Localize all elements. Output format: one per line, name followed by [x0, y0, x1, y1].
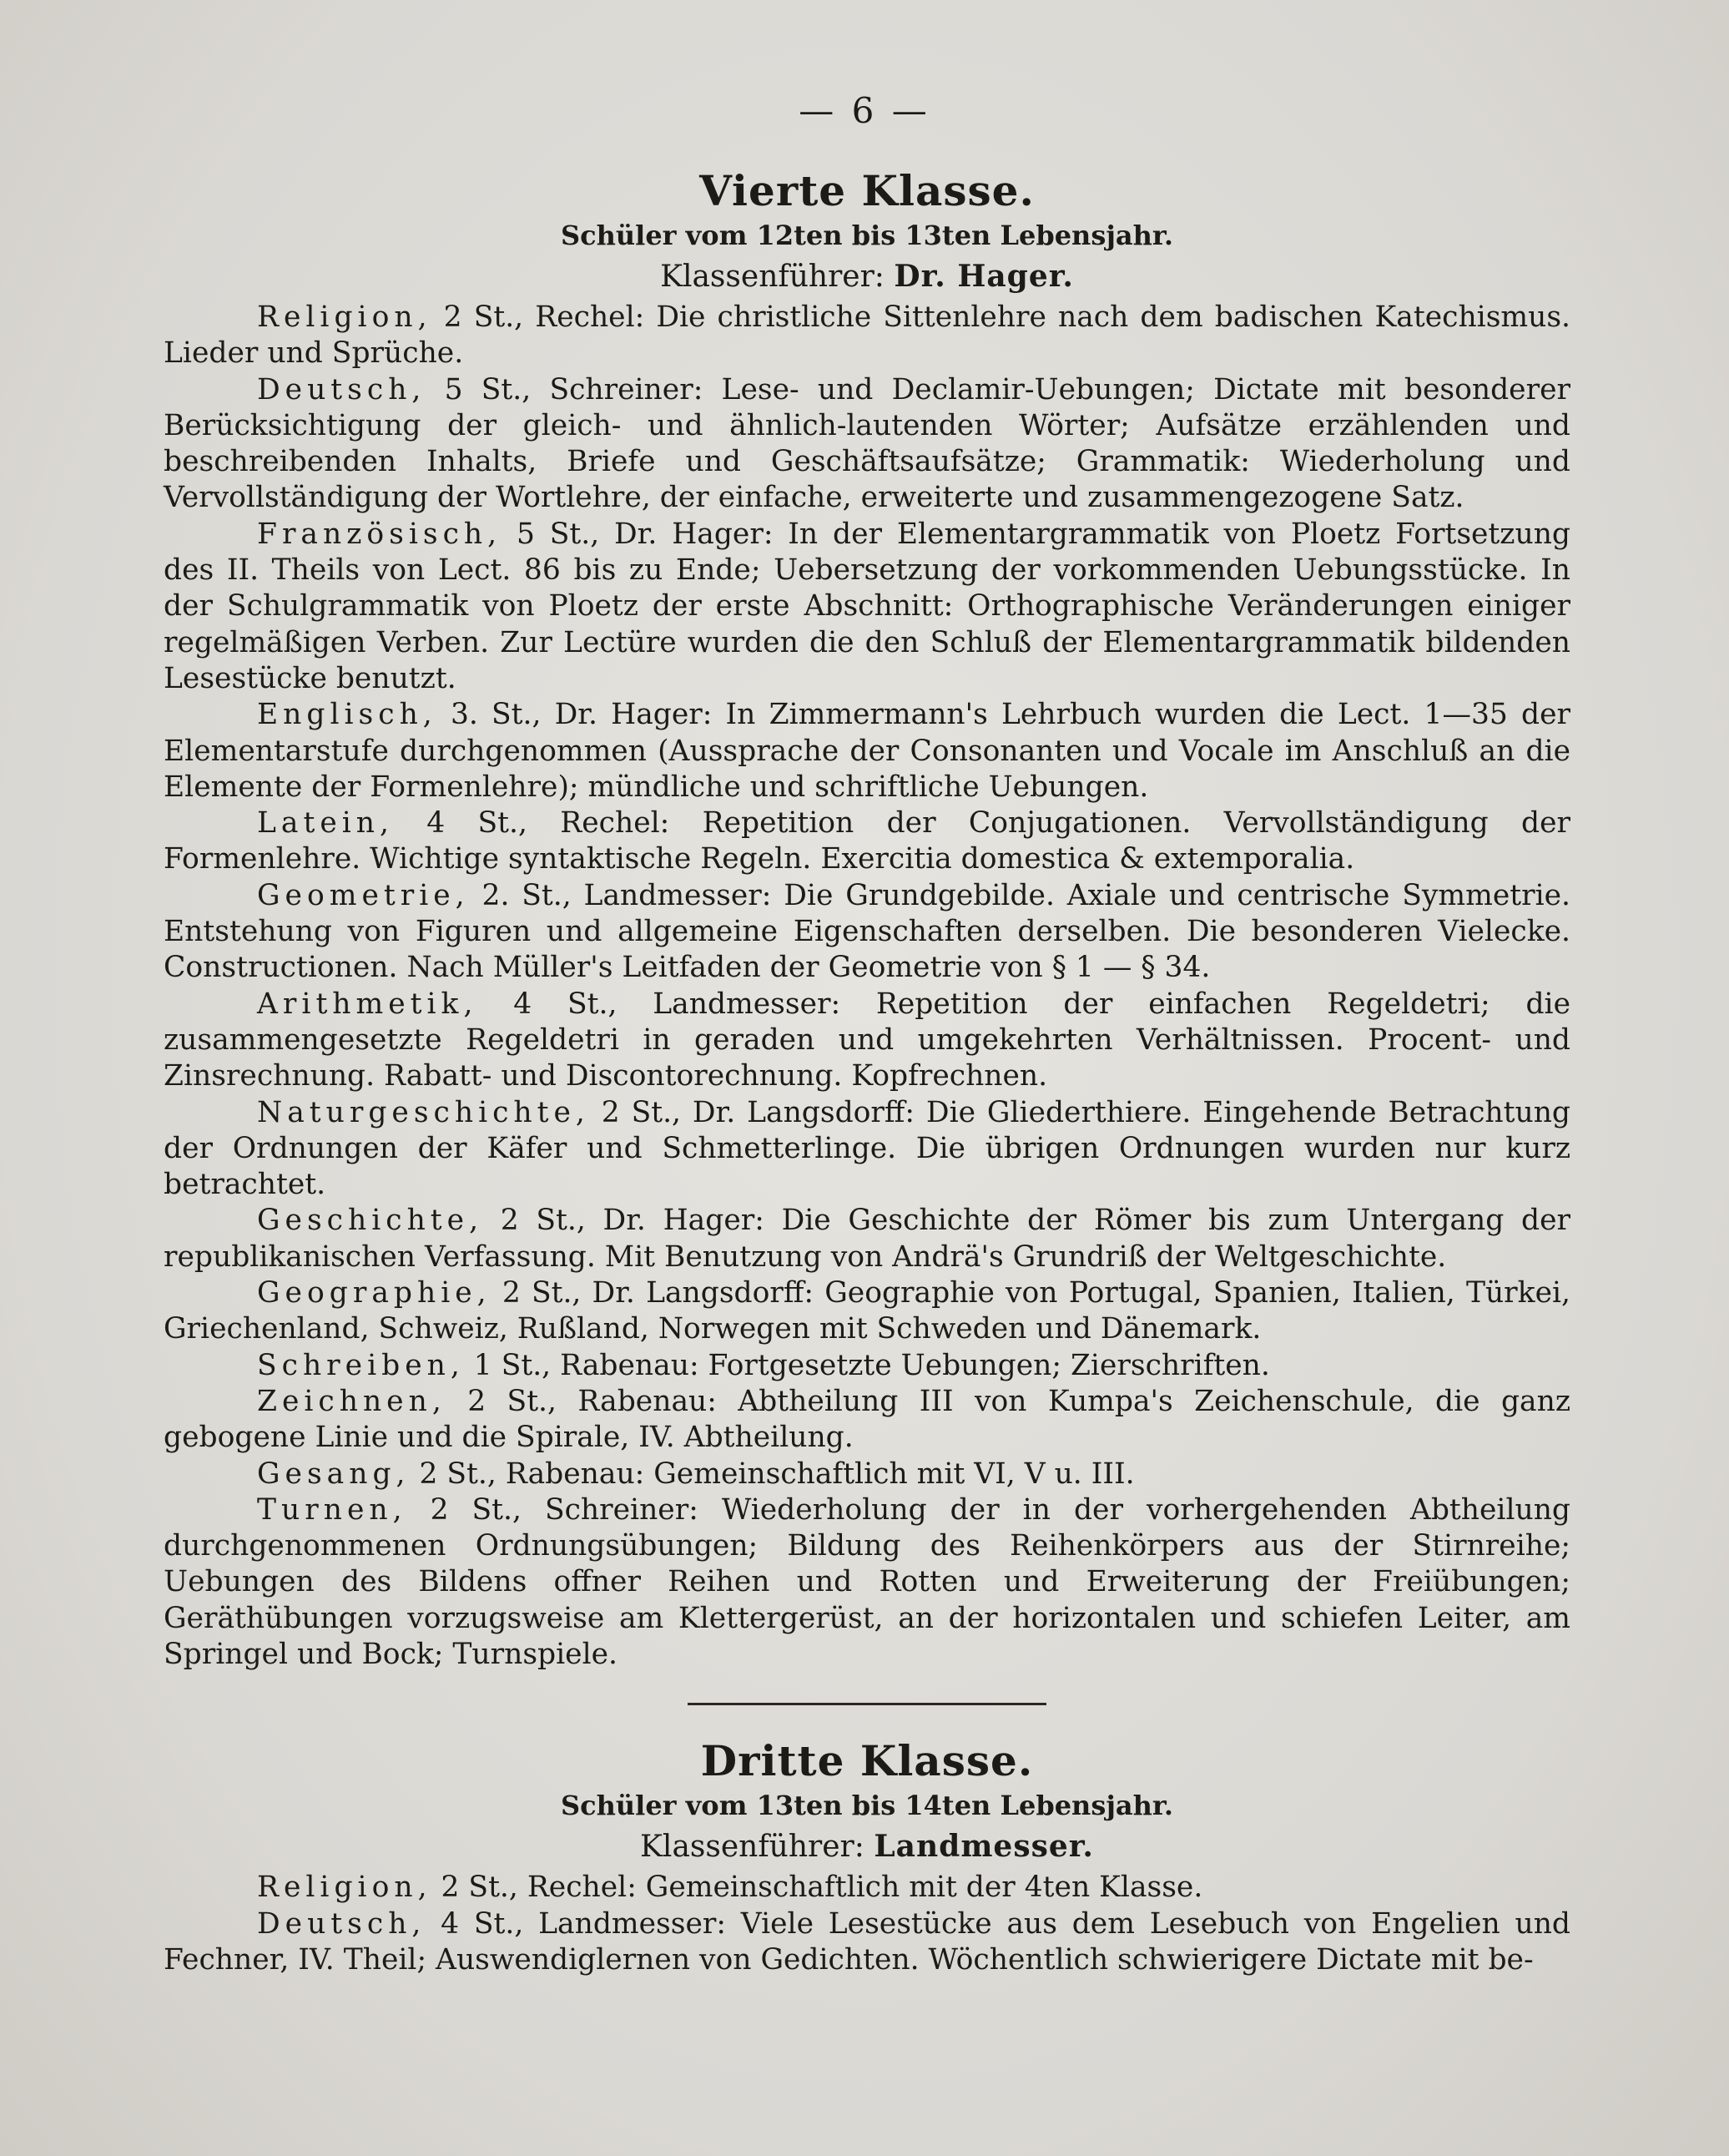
subject-text: 5 St., Dr. Hager: In der Elementargrammatik von Ploetz Fortsetzung des II. Theils von Lect. 86 bis zu Ende; Uebersetzung der vorkommenden Uebungsstücke. In der Schulgrammatik von Ploetz der erste Abschnitt: Orthographische Veränderungen einiger regelmäßigen Verben. Zur Lectüre wurden die den Schluß der Elementargrammatik bildenden Lesestücke benutzt. — [164, 517, 1571, 695]
subject-name: Englisch, — [257, 698, 437, 732]
age-range: Schüler vom 12ten bis 13ten Lebensjahr. — [561, 220, 1173, 251]
subject-text: 2 St., Dr. Langsdorff: Die Gliederthiere. Eingehende Betrachtung der Ordnungen der Käfer und Schmetterlinge. Die übrigen Ordnungen wurden nur kurz betrachtet. — [164, 1095, 1570, 1202]
section-title: Dritte Klasse. — [700, 1736, 1034, 1786]
subject-name: Geometrie, — [257, 878, 470, 912]
subject-name: Deutsch, — [257, 1906, 426, 1941]
subject-name: Französisch, — [257, 517, 502, 551]
class-leader — [164, 254, 1570, 300]
subject-text: 2 St., Rechel: Gemeinschaftlich mit der 4ten Klasse. — [441, 1871, 1203, 1905]
section-divider — [688, 1703, 1046, 1705]
section-vierte-klasse — [164, 165, 1570, 1978]
age-range: Schüler vom 13ten bis 14ten Lebensjahr. — [561, 1790, 1173, 1822]
class-leader-name: Landmesser. — [874, 1829, 1094, 1865]
subject-zeichnen — [164, 1384, 1570, 1457]
subject-religion — [164, 300, 1570, 372]
subject-name: Deutsch, — [257, 372, 426, 406]
subject-name: Schreiben, — [257, 1348, 465, 1382]
subject-text: 5 St., Schreiner: Lese- und Declamir-Uebungen; Dictate mit besonderer Berücksichtigung der gleich- und ähnlich-lautenden Wörter; Aufsätze erzählenden und beschreibenden Inhalts, Briefe und Geschäftsaufsätze; Grammatik: Wiederholung und Vervollständigung der Wortlehre, der einfache, erweiterte und zusammengezogene Satz. — [164, 372, 1570, 515]
subject-name: Religion, — [257, 300, 432, 334]
subject-text: 4 St., Landmesser: Viele Lesestücke aus dem Lesebuch von Engelien und Fechner, IV. Theil; Auswendiglernen von Gedichten. Wöchentlich schwierigere Dictate mit be- — [164, 1906, 1570, 1977]
subject-latein — [164, 805, 1570, 878]
subject-text: 2. St., Landmesser: Die Grundgebilde. Axiale und centrische Symmetrie. Entstehung von Figuren und allgemeine Eigenschaften derselben. Die besonderen Vielecke. Constructionen. Nach Müller's Leitfaden der Geometrie von § 1 — § 34. — [164, 878, 1571, 985]
subject-name: Latein, — [257, 806, 394, 841]
subject-name: Geographie, — [257, 1276, 491, 1310]
class-leader-label: Klassenführer: — [640, 1830, 864, 1865]
subject-text: 2 St., Rechel: Die christliche Sittenlehre nach dem badischen Katechismus. Lieder und Sprüche. — [164, 300, 1571, 371]
subject-naturgeschichte — [164, 1095, 1570, 1204]
subject-arithmetik — [164, 987, 1570, 1095]
subject-name: Zeichnen, — [257, 1384, 446, 1418]
subject-deutsch — [164, 372, 1570, 517]
subject-text: 4 St., Landmesser: Repetition der einfachen Regeldetri; die zusammengesetzte Regeldetri in geraden und umgekehrten Verhältnissen. Procent- und Zinsrechnung. Rabatt- und Discontorechnung. Kopfrechnen. — [164, 987, 1570, 1093]
class-leader — [164, 1824, 1570, 1870]
subject-religion — [164, 1870, 1570, 1906]
subject-text: 3. St., Dr. Hager: In Zimmermann's Lehrbuch wurden die Lect. 1—35 der Elementarstufe durchgenommen (Aussprache der Consonanten und Vocale im Anschluß an die Elemente der Formenlehre); mündliche und schriftliche Uebungen. — [164, 698, 1571, 804]
subject-geschichte — [164, 1203, 1570, 1275]
subject-text: 2 St., Schreiner: Wiederholung der in der vorhergehenden Abtheilung durchgenommenen Ordnungsübungen; Bildung des Reihenkörpers aus der Stirnreihe; Uebungen des Bildens offner Reihen und Rotten und Erweiterung der Freiübungen; Geräthübungen vorzugsweise am Klettergerüst, an der horizontalen und schiefen Leiter, am Springel und Bock; Turnspiele. — [164, 1492, 1571, 1671]
subject-deutsch — [164, 1906, 1570, 1979]
page-number: — 6 — — [799, 90, 930, 131]
subject-schreiben — [164, 1348, 1570, 1384]
subject-name: Naturgeschichte, — [257, 1095, 590, 1129]
subject-name: Gesang, — [257, 1457, 411, 1491]
subject-geometrie — [164, 878, 1570, 987]
class-leader-name: Dr. Hager. — [894, 259, 1074, 294]
subject-text: 2 St., Rabenau: Abtheilung III von Kumpa's Zeichenschule, die ganz gebogene Linie und die Spirale, IV. Abtheilung. — [164, 1384, 1570, 1455]
subject-text: 2 St., Rabenau: Gemeinschaftlich mit VI, V u. III. — [419, 1457, 1135, 1491]
subject-text: 2 St., Dr. Langsdorff: Geographie von Portugal, Spanien, Italien, Türkei, Griechenland, Schweiz, Rußland, Norwegen mit Schweden und Dänemark. — [164, 1276, 1570, 1346]
subject-name: Religion, — [257, 1871, 432, 1905]
subject-name: Arithmetik, — [257, 987, 478, 1021]
subject-englisch — [164, 697, 1570, 805]
subject-geographie — [164, 1275, 1570, 1348]
class-leader-label: Klassenführer: — [660, 260, 885, 294]
section-title: Vierte Klasse. — [699, 166, 1035, 215]
subject-name: Geschichte, — [257, 1204, 484, 1238]
subject-name: Turnen, — [257, 1492, 407, 1527]
subject-turnen — [164, 1492, 1570, 1673]
subject-text: 4 St., Rechel: Repetition der Conjugationen. Vervollständigung der Formenlehre. Wichtige syntaktische Regeln. Exercitia domestica & extemporalia. — [164, 806, 1571, 876]
subject-text: 2 St., Dr. Hager: Die Geschichte der Römer bis zum Untergang der republikanischen Verfassung. Mit Benutzung von Andrä's Grundriß der Weltgeschichte. — [164, 1204, 1571, 1274]
subject-gesang — [164, 1457, 1570, 1492]
subject-franzoesisch — [164, 517, 1570, 697]
subject-text: 1 St., Rabenau: Fortgesetzte Uebungen; Zierschriften. — [473, 1348, 1270, 1382]
